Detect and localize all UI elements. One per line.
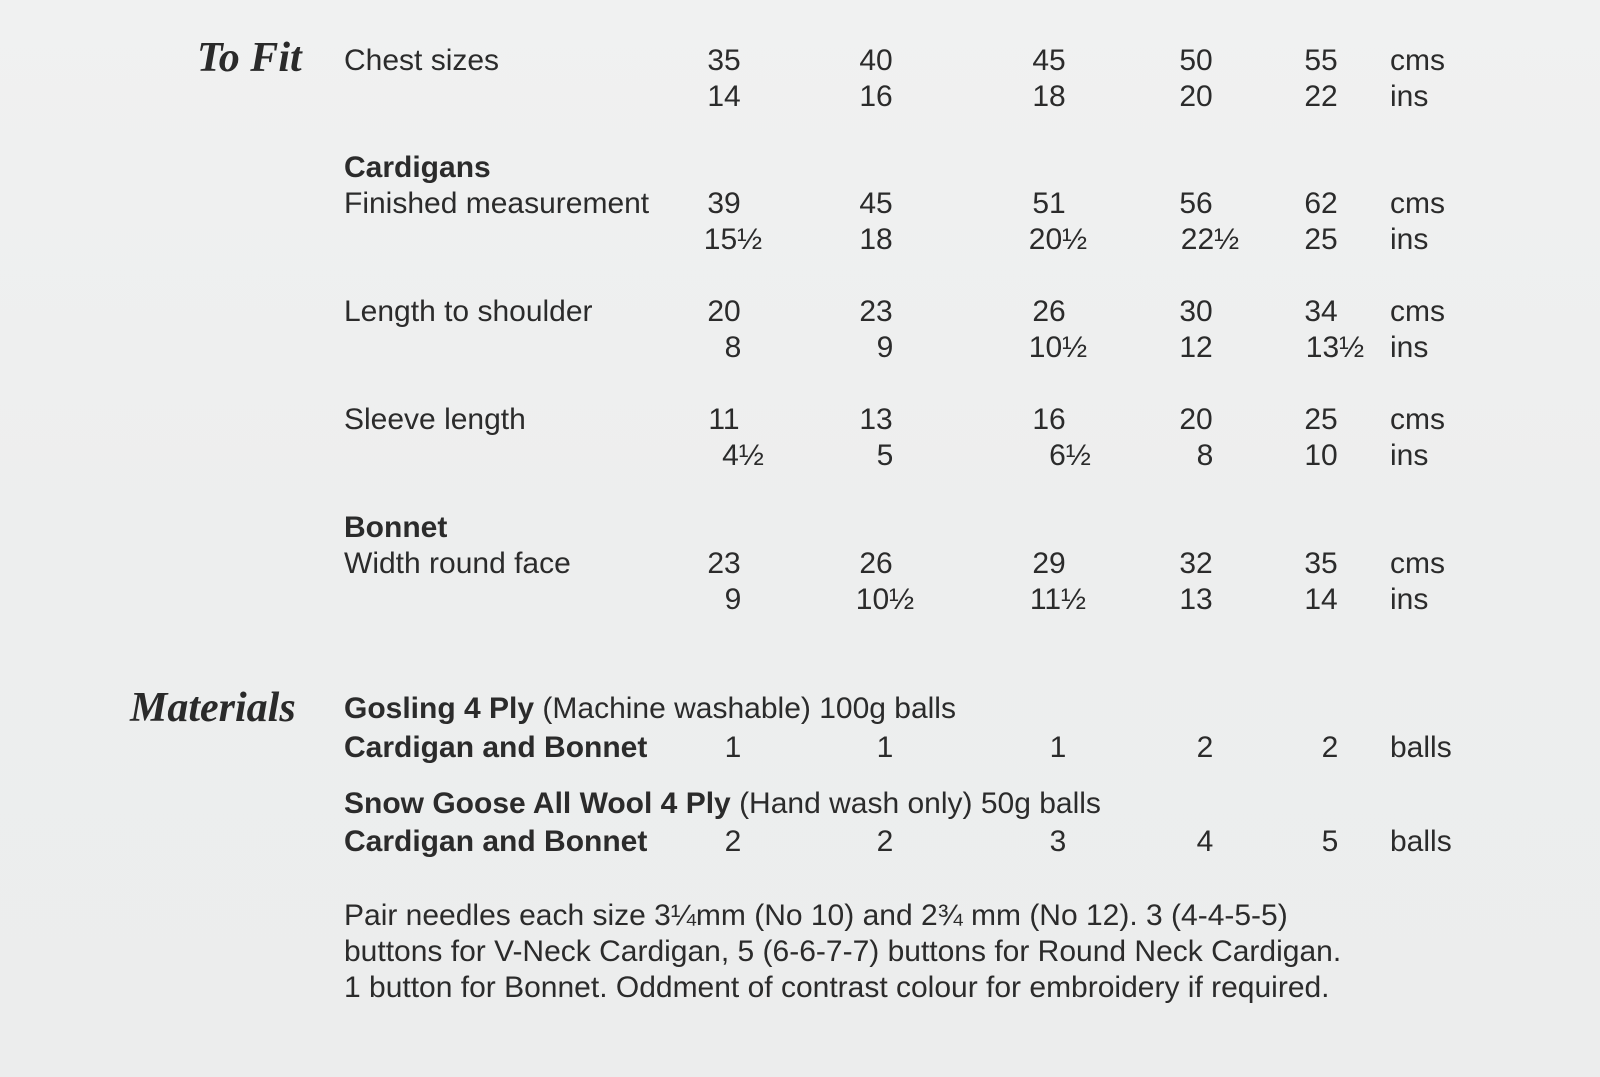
to-fit-title: To Fit xyxy=(197,35,302,81)
chest-ins-3: 18 xyxy=(1032,80,1066,113)
sleeve-ins-1: 4½ xyxy=(722,439,764,472)
sleeve-unit-cms: cms xyxy=(1390,403,1445,436)
finished-unit-ins: ins xyxy=(1390,223,1429,256)
width-round-face-label: Width round face xyxy=(344,547,571,580)
finished-cms-3: 51 xyxy=(1032,187,1066,220)
snow-goose-yarn-desc: (Hand wash only) 50g balls xyxy=(739,787,1101,820)
gosling-unit-balls: balls xyxy=(1390,731,1452,764)
chest-sizes-label: Chest sizes xyxy=(344,44,500,77)
gosling-balls-2: 1 xyxy=(876,731,894,764)
materials-title: Materials xyxy=(130,685,296,731)
finished-cms-1: 39 xyxy=(707,187,741,220)
width-cms-2: 26 xyxy=(859,547,893,580)
snow-goose-balls-4: 4 xyxy=(1196,825,1214,858)
snow-goose-row-label: Cardigan and Bonnet xyxy=(344,825,648,858)
snow-goose-balls-2: 2 xyxy=(876,825,894,858)
width-ins-3: 11½ xyxy=(1029,583,1087,616)
chest-ins-4: 20 xyxy=(1179,80,1213,113)
width-ins-2: 10½ xyxy=(855,583,915,616)
length-cms-5: 34 xyxy=(1304,295,1338,328)
sleeve-unit-ins: ins xyxy=(1390,439,1429,472)
finished-cms-2: 45 xyxy=(859,187,893,220)
sleeve-ins-5: 10 xyxy=(1304,439,1338,472)
bonnet-heading: Bonnet xyxy=(344,511,448,544)
width-cms-4: 32 xyxy=(1179,547,1213,580)
snow-goose-balls-1: 2 xyxy=(724,825,742,858)
finished-cms-4: 56 xyxy=(1179,187,1213,220)
notes-line-1: Pair needles each size 3¼mm (No 10) and 2¾ mm (No 12). 3 (4-4-5-5) xyxy=(344,899,1288,932)
length-cms-3: 26 xyxy=(1032,295,1066,328)
chest-ins-1: 14 xyxy=(707,80,741,113)
sleeve-cms-5: 25 xyxy=(1304,403,1338,436)
gosling-yarn-line xyxy=(344,691,956,727)
chest-ins-5: 22 xyxy=(1304,80,1338,113)
chest-cms-1: 35 xyxy=(707,44,741,77)
snow-goose-balls-5: 5 xyxy=(1321,825,1339,858)
sleeve-cms-2: 13 xyxy=(859,403,893,436)
length-ins-4: 12 xyxy=(1179,331,1213,364)
finished-measurement-label: Finished measurement xyxy=(344,187,650,220)
gosling-balls-1: 1 xyxy=(724,731,742,764)
sleeve-ins-3: 6½ xyxy=(1049,439,1091,472)
gosling-yarn-name: Gosling 4 Ply xyxy=(344,692,535,725)
chest-cms-4: 50 xyxy=(1179,44,1213,77)
chest-ins-2: 16 xyxy=(859,80,893,113)
width-ins-4: 13 xyxy=(1179,583,1213,616)
finished-unit-cms: cms xyxy=(1390,187,1445,220)
width-ins-5: 14 xyxy=(1304,583,1338,616)
gosling-yarn-desc: (Machine washable) 100g balls xyxy=(542,692,956,725)
materials-notes xyxy=(344,898,1484,1006)
chest-unit-cms: cms xyxy=(1390,44,1445,77)
snow-goose-yarn-line xyxy=(344,786,1101,822)
length-cms-2: 23 xyxy=(859,295,893,328)
gosling-balls-3: 1 xyxy=(1049,731,1067,764)
width-cms-3: 29 xyxy=(1032,547,1066,580)
finished-ins-2: 18 xyxy=(859,223,893,256)
gosling-row-label: Cardigan and Bonnet xyxy=(344,731,648,764)
width-cms-1: 23 xyxy=(707,547,741,580)
sleeve-length-label: Sleeve length xyxy=(344,403,526,436)
snow-goose-unit-balls: balls xyxy=(1390,825,1452,858)
finished-ins-5: 25 xyxy=(1304,223,1338,256)
length-ins-3: 10½ xyxy=(1028,331,1088,364)
length-ins-1: 8 xyxy=(724,331,742,364)
snow-goose-yarn-name: Snow Goose All Wool 4 Ply xyxy=(344,787,731,820)
finished-ins-1: 15½ xyxy=(703,223,763,256)
notes-line-2: buttons for V-Neck Cardigan, 5 (6-6-7-7) buttons for Round Neck Cardigan. xyxy=(344,935,1342,968)
width-unit-ins: ins xyxy=(1390,583,1429,616)
finished-ins-3: 20½ xyxy=(1028,223,1088,256)
sleeve-ins-4: 8 xyxy=(1196,439,1214,472)
sleeve-cms-4: 20 xyxy=(1179,403,1213,436)
length-cms-4: 30 xyxy=(1179,295,1213,328)
chest-cms-3: 45 xyxy=(1032,44,1066,77)
finished-cms-5: 62 xyxy=(1304,187,1338,220)
chest-unit-ins: ins xyxy=(1390,80,1429,113)
finished-ins-4: 22½ xyxy=(1180,223,1240,256)
sleeve-cms-3: 16 xyxy=(1032,403,1066,436)
sleeve-ins-2: 5 xyxy=(876,439,894,472)
notes-line-3: 1 button for Bonnet. Oddment of contrast colour for embroidery if required. xyxy=(344,971,1330,1004)
length-unit-ins: ins xyxy=(1390,331,1429,364)
chest-cms-2: 40 xyxy=(859,44,893,77)
cardigans-heading: Cardigans xyxy=(344,151,491,184)
width-cms-5: 35 xyxy=(1304,547,1338,580)
gosling-balls-4: 2 xyxy=(1196,731,1214,764)
length-to-shoulder-label: Length to shoulder xyxy=(344,295,593,328)
length-unit-cms: cms xyxy=(1390,295,1445,328)
gosling-balls-5: 2 xyxy=(1321,731,1339,764)
length-ins-5: 13½ xyxy=(1305,331,1365,364)
length-cms-1: 20 xyxy=(707,295,741,328)
snow-goose-balls-3: 3 xyxy=(1049,825,1067,858)
sleeve-cms-1: 11 xyxy=(708,403,740,436)
length-ins-2: 9 xyxy=(876,331,894,364)
width-ins-1: 9 xyxy=(724,583,742,616)
chest-cms-5: 55 xyxy=(1304,44,1338,77)
width-unit-cms: cms xyxy=(1390,547,1445,580)
